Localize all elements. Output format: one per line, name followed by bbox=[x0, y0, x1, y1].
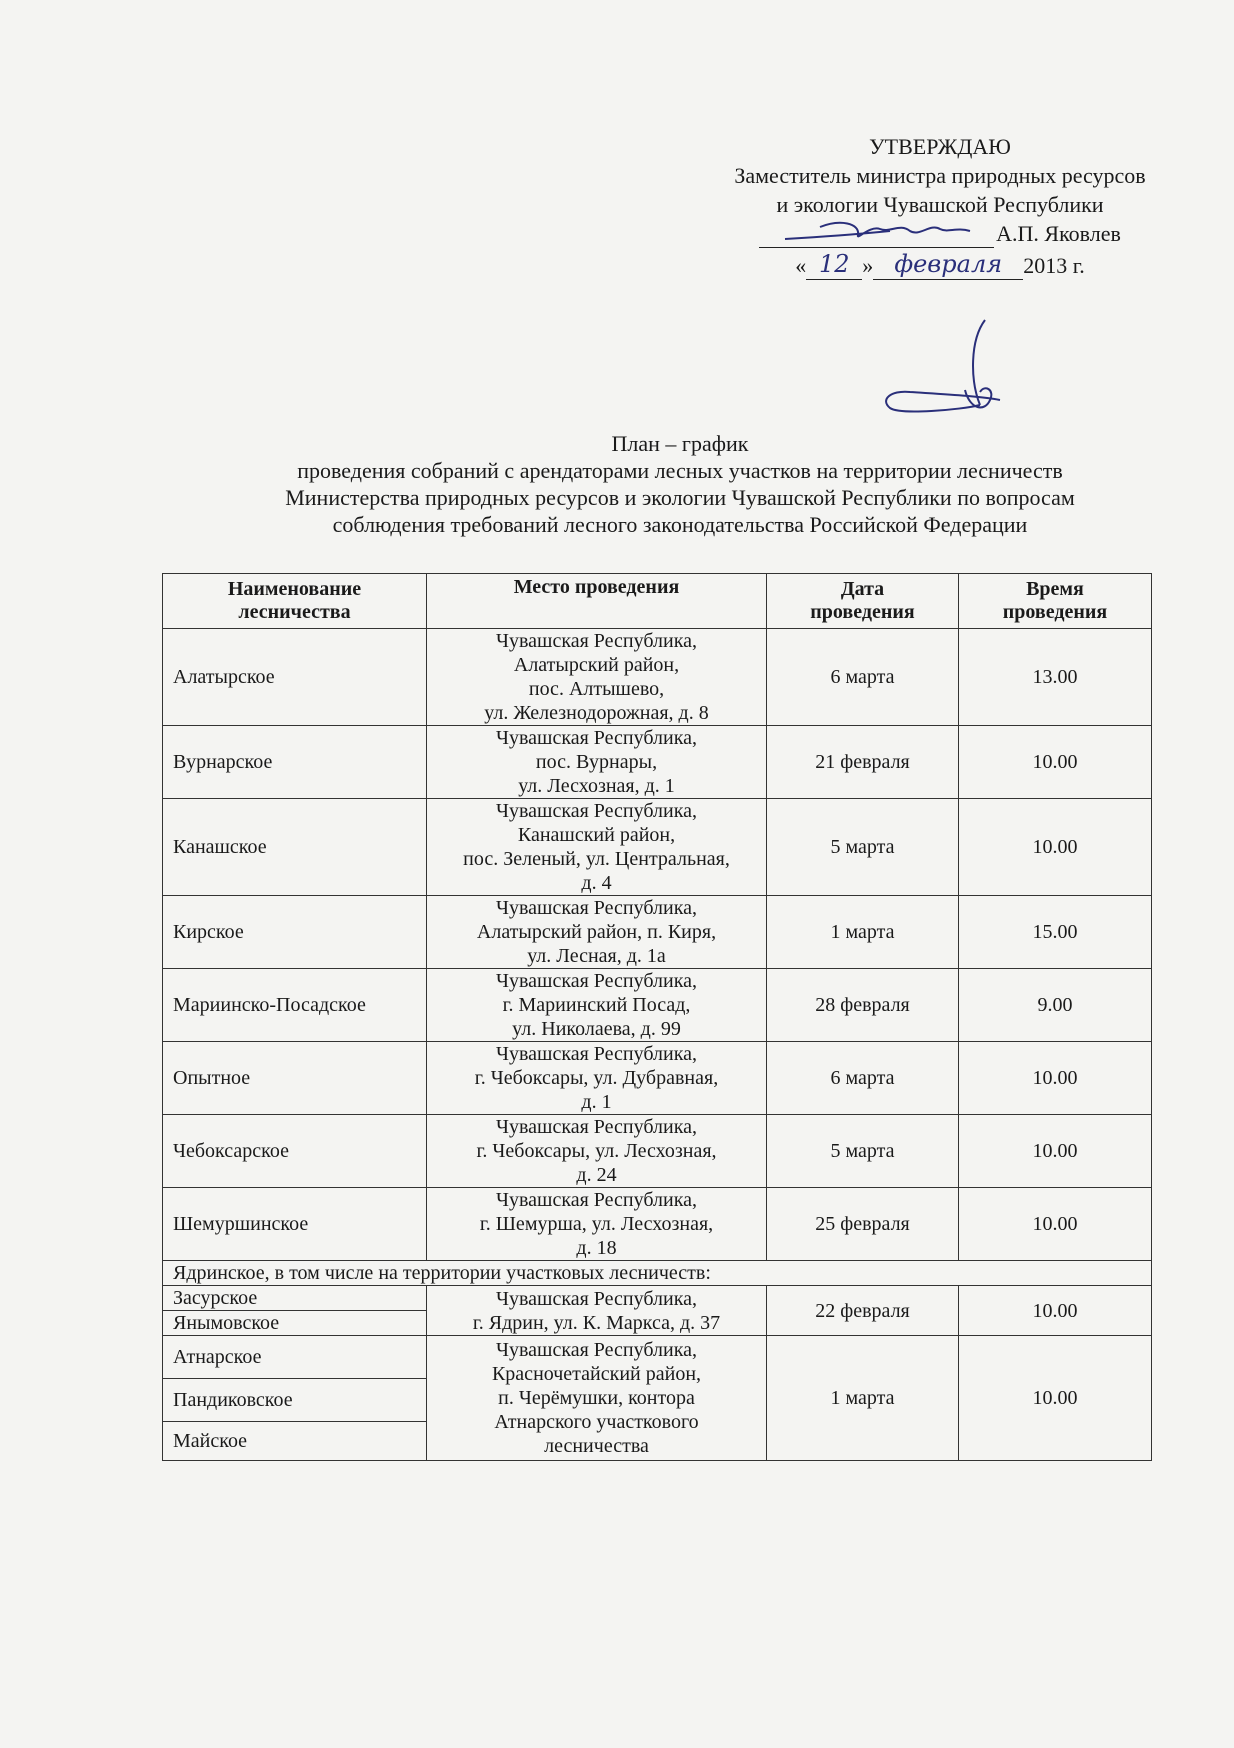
meeting-date: 1 марта bbox=[767, 896, 959, 969]
header-place: Место проведения bbox=[427, 574, 767, 629]
meeting-date: 1 марта bbox=[767, 1336, 959, 1461]
date-day-handwritten: 12 bbox=[818, 250, 850, 278]
table-row bbox=[163, 896, 1152, 969]
title-line-2: проведения собраний с арендаторами лесных участков на территории лесничеств bbox=[297, 458, 1063, 483]
meeting-date: 25 февраля bbox=[767, 1188, 959, 1261]
meeting-time: 13.00 bbox=[959, 629, 1152, 726]
table-row bbox=[163, 1336, 1152, 1379]
forestry-name: Мариинско-Посадское bbox=[163, 969, 427, 1042]
header-time: Время проведения bbox=[959, 574, 1152, 629]
meeting-place: Чувашская Республика, пос. Вурнары, ул. Лесхозная, д. 1 bbox=[427, 726, 767, 799]
table-header-row bbox=[163, 574, 1152, 629]
meeting-date: 22 февраля bbox=[767, 1286, 959, 1336]
meeting-place: Чувашская Республика, Красночетайский район, п. Черёмушки, контора Атнарского участкового лесничества bbox=[427, 1336, 767, 1461]
table-row bbox=[163, 1286, 1152, 1311]
meeting-place: Чувашская Республика, Канашский район, пос. Зеленый, ул. Центральная, д. 4 bbox=[427, 799, 767, 896]
date-close-quote: » bbox=[862, 253, 874, 278]
date-open-quote: « bbox=[795, 253, 807, 278]
approval-position-line-2: и экологии Чувашской Республики bbox=[776, 192, 1104, 217]
table-row bbox=[163, 1188, 1152, 1261]
approval-heading: УТВЕРЖДАЮ bbox=[869, 134, 1011, 159]
forestry-name: Янымовское bbox=[163, 1311, 427, 1336]
handwritten-signature bbox=[780, 213, 980, 247]
document-title bbox=[140, 430, 1220, 538]
meeting-date: 5 марта bbox=[767, 1115, 959, 1188]
date-day-blank bbox=[806, 250, 862, 280]
meeting-place: Чувашская Республика, г. Чебоксары, ул. Дубравная, д. 1 bbox=[427, 1042, 767, 1115]
forestry-name: Пандиковское bbox=[163, 1379, 427, 1422]
schedule-table bbox=[162, 573, 1152, 1461]
date-month-handwritten: февраля bbox=[894, 250, 1003, 278]
meeting-date: 21 февраля bbox=[767, 726, 959, 799]
meeting-time: 9.00 bbox=[959, 969, 1152, 1042]
table-row bbox=[163, 799, 1152, 896]
meeting-time: 10.00 bbox=[959, 1286, 1152, 1336]
section-row bbox=[163, 1261, 1152, 1286]
forestry-name: Чебоксарское bbox=[163, 1115, 427, 1188]
date-month-blank bbox=[873, 250, 1023, 280]
meeting-time: 10.00 bbox=[959, 1188, 1152, 1261]
meeting-date: 6 марта bbox=[767, 1042, 959, 1115]
title-line-1: План – график bbox=[611, 431, 749, 456]
signature-line bbox=[690, 219, 1190, 249]
approval-date bbox=[690, 251, 1190, 280]
title-line-4: соблюдения требований лесного законодательства Российской Федерации bbox=[332, 512, 1028, 537]
meeting-date: 6 марта bbox=[767, 629, 959, 726]
forestry-name: Опытное bbox=[163, 1042, 427, 1115]
meeting-time: 10.00 bbox=[959, 1042, 1152, 1115]
meeting-date: 28 февраля bbox=[767, 969, 959, 1042]
meeting-place: Чувашская Республика, г. Ядрин, ул. К. Маркса, д. 37 bbox=[427, 1286, 767, 1336]
signer-name: А.П. Яковлев bbox=[996, 221, 1121, 246]
table-row bbox=[163, 1115, 1152, 1188]
forestry-name: Вурнарское bbox=[163, 726, 427, 799]
header-name: Наименование лесничества bbox=[163, 574, 427, 629]
forestry-name: Шемуршинское bbox=[163, 1188, 427, 1261]
forestry-name: Кирское bbox=[163, 896, 427, 969]
meeting-place: Чувашская Республика, г. Мариинский Посад, ул. Николаева, д. 99 bbox=[427, 969, 767, 1042]
table-row bbox=[163, 726, 1152, 799]
meeting-time: 10.00 bbox=[959, 726, 1152, 799]
date-year: 2013 г. bbox=[1023, 253, 1085, 278]
approval-position-line-1: Заместитель министра природных ресурсов bbox=[734, 163, 1146, 188]
meeting-time: 15.00 bbox=[959, 896, 1152, 969]
meeting-place: Чувашская Республика, Алатырский район, пос. Алтышево, ул. Железнодорожная, д. 8 bbox=[427, 629, 767, 726]
meeting-place: Чувашская Республика, г. Чебоксары, ул. Лесхозная, д. 24 bbox=[427, 1115, 767, 1188]
forestry-name: Алатырское bbox=[163, 629, 427, 726]
initials-signature bbox=[870, 310, 1020, 440]
forestry-name: Засурское bbox=[163, 1286, 427, 1311]
meeting-place: Чувашская Республика, г. Шемурша, ул. Лесхозная, д. 18 bbox=[427, 1188, 767, 1261]
meeting-time: 10.00 bbox=[959, 1336, 1152, 1461]
forestry-name: Канашское bbox=[163, 799, 427, 896]
section-label: Ядринское, в том числе на территории участковых лесничеств: bbox=[163, 1261, 1152, 1286]
meeting-place: Чувашская Республика, Алатырский район, п. Киря, ул. Лесная, д. 1а bbox=[427, 896, 767, 969]
title-line-3: Министерства природных ресурсов и экологии Чувашской Республики по вопросам bbox=[285, 485, 1075, 510]
table-body bbox=[163, 629, 1152, 1461]
table-row bbox=[163, 969, 1152, 1042]
forestry-name: Атнарское bbox=[163, 1336, 427, 1379]
table-row bbox=[163, 1042, 1152, 1115]
header-date: Дата проведения bbox=[767, 574, 959, 629]
table-row bbox=[163, 629, 1152, 726]
forestry-name: Майское bbox=[163, 1422, 427, 1461]
meeting-time: 10.00 bbox=[959, 799, 1152, 896]
approval-block bbox=[690, 132, 1190, 280]
meeting-time: 10.00 bbox=[959, 1115, 1152, 1188]
meeting-date: 5 марта bbox=[767, 799, 959, 896]
